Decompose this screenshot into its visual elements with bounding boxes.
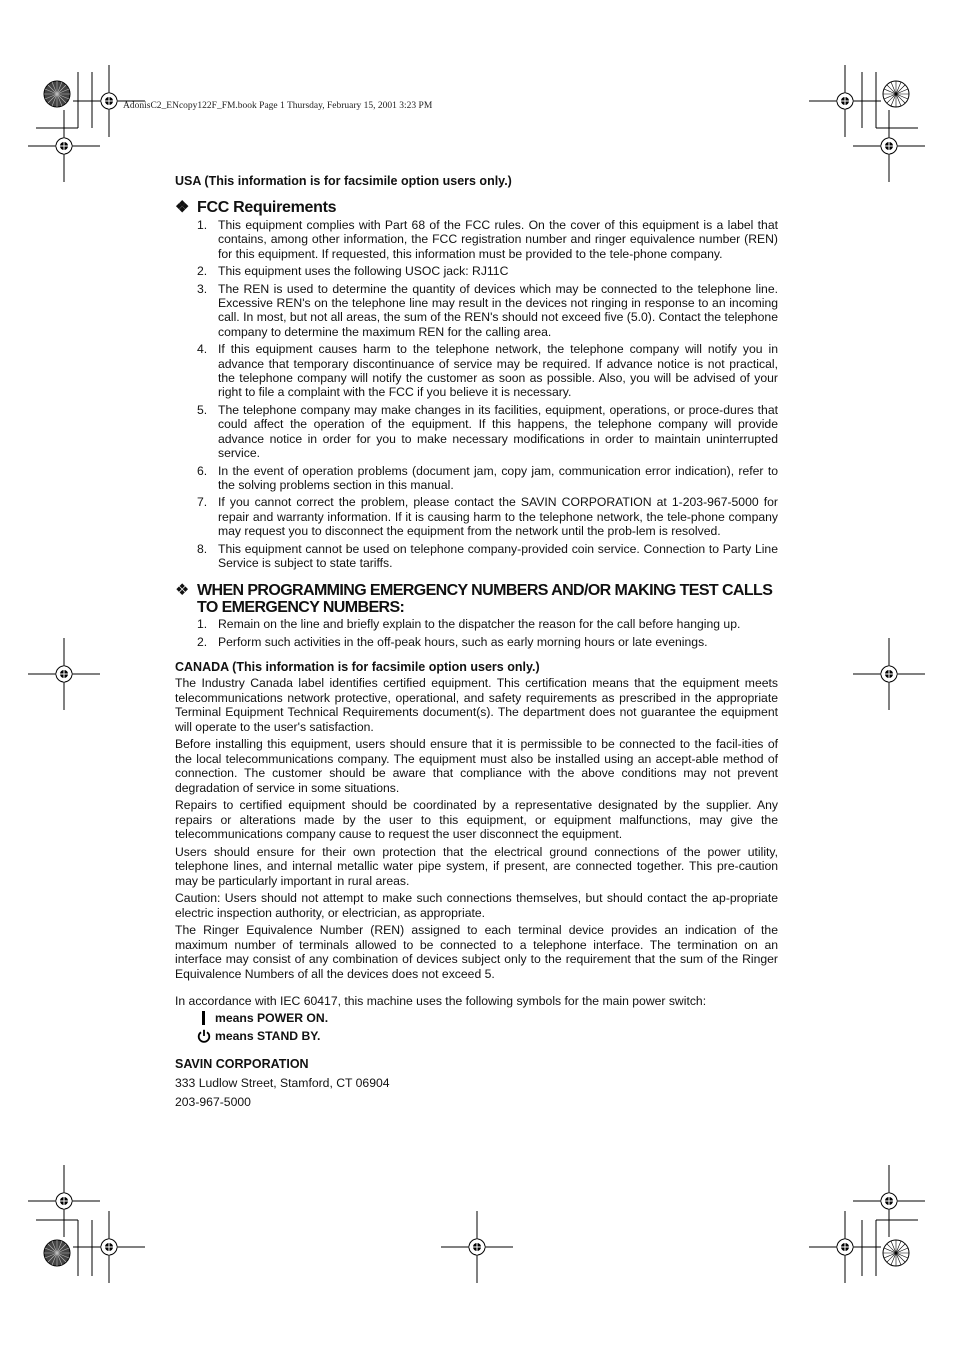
list-item <box>175 282 778 340</box>
item-number: 5. <box>197 402 208 417</box>
usa-heading: USA (This information is for facsimile option users only.) <box>175 174 512 188</box>
iec-statement: In accordance with IEC 60417, this machine uses the following symbols for the main power switch: <box>175 994 707 1009</box>
item-number: 1. <box>197 218 208 232</box>
diamond-bullet-icon: ❖ <box>175 582 189 600</box>
fcc-list <box>175 218 778 570</box>
item-number: 4. <box>197 342 208 357</box>
document-body <box>175 172 778 1111</box>
item-number: 7. <box>197 495 208 510</box>
power-on-bar-icon <box>197 1011 211 1025</box>
file-header-line: AdonisC2_ENcopy122F_FM.book Page 1 Thursday, February 15, 2001 3:23 PM <box>123 101 433 111</box>
item-number: 2. <box>197 264 208 279</box>
list-item <box>175 495 778 538</box>
emergency-heading <box>175 582 778 616</box>
canada-paragraph: Users should ensure for their own protection that the electrical ground connections of the power utility, telephone lines, and internal metallic water pipe system, if present, are connected together. This pre-caution may be particularly important in rural areas. <box>175 844 778 888</box>
item-number: 3. <box>197 281 208 296</box>
list-item <box>175 264 778 278</box>
item-number: 6. <box>197 463 208 478</box>
standby-power-icon <box>197 1029 211 1043</box>
company-name: SAVIN CORPORATION <box>175 1056 309 1071</box>
item-number: 8. <box>197 541 208 556</box>
canada-paragraph: The Industry Canada label identifies certified equipment. This certification means that the equipment meets telecommunications network protective, operational, and safety requirements as prescribed in the appropriate Terminal Equipment Technical Requirements document(s). The department does not guarantee the equipment will operate to the user's satisfaction. <box>175 676 778 734</box>
fcc-title: FCC Requirements <box>197 199 337 216</box>
company-address: 333 Ludlow Street, Stamford, CT 06904 <box>175 1075 390 1090</box>
list-item <box>175 342 778 400</box>
item-text: The telephone company may make changes in its facilities, equipment, operations, or proce-dures that could affect the operation of the equipment. If this happens, the telephone company will provide advance notice in order for you to make necessary modifications in order to maintain uninterrupted service. <box>218 402 778 461</box>
item-text: The REN is used to determine the quantity of devices which may be connected to the telephone line. Excessive REN's on the telephone line may result in the devices not ringing in response to an incoming call. In most, but not all areas, the sum of the REN's should not exceed five (5.0). Contact the telephone company to determine the maximum REN for the calling area. <box>218 281 778 339</box>
item-text: This equipment uses the following USOC jack: RJ11C <box>218 264 509 279</box>
item-number: 1. <box>197 617 208 632</box>
standby-symbol-row <box>197 1027 778 1045</box>
list-item <box>175 617 778 631</box>
canada-paragraph: Repairs to certified equipment should be coordinated by a representative designated by the supplier. Any repairs or alterations made by the user to this equipment, or equipment malfunctions, may give the telecommunications company cause to request the user disconnect the equipment. <box>175 798 778 842</box>
list-item <box>175 635 778 649</box>
company-phone: 203-967-5000 <box>175 1094 251 1109</box>
list-item <box>175 464 778 493</box>
canada-paragraph: Caution: Users should not attempt to make such connections themselves, but should contact the ap-propriate electric inspection authority, or electrician, as appropriate. <box>175 891 778 920</box>
emergency-list <box>175 617 778 649</box>
item-text: This equipment cannot be used on telephone company-provided coin service. Connection to Party Line Service is subject to state tariffs. <box>218 541 778 570</box>
item-text: Remain on the line and briefly explain to the dispatcher the reason for the call before hanging up. <box>218 617 741 632</box>
list-item <box>175 218 778 261</box>
item-text: Perform such activities in the off-peak hours, such as early morning hours or late evenings. <box>218 634 708 649</box>
list-item <box>175 542 778 571</box>
power-on-symbol-row <box>197 1009 778 1027</box>
standby-label: means STAND BY. <box>215 1028 321 1043</box>
fcc-heading <box>175 198 778 217</box>
item-text: If you cannot correct the problem, please contact the SAVIN CORPORATION at 1-203-967-5000 for repair and warranty information. If it is causing harm to the telephone network, the tele-phone company may request you to disconnect the equipment from the network until the prob-lem is resolved. <box>218 495 778 539</box>
item-text: If this equipment causes harm to the telephone network, the telephone company will notify you in advance that temporary discontinuance of service may be required. If advance notice is not practical, the telephone company will notify the customer as soon as possible. Also, you will be advised of your right to file a complaint with the FCC if you believe it is necessary. <box>218 342 778 400</box>
list-item <box>175 403 778 461</box>
canada-paragraph: The Ringer Equivalence Number (REN) assigned to each terminal device provides an indication of the maximum number of terminals allowed to be connected to a telephone interface. The termination on an interface may consist of any combination of devices subject only to the requirement that the sum of the Ringer Equivalence Numbers of all the devices does not exceed 5. <box>175 923 778 981</box>
canada-paragraph: Before installing this equipment, users should ensure that it is permissible to be connected to the facil-ities of the local telecommunications company. The equipment must also be installed using an accept-able method of connection. The customer should be aware that compliance with the above conditions may not prevent degradation of service in some situations. <box>175 737 778 795</box>
power-on-label: means POWER ON. <box>215 1010 329 1025</box>
item-text: In the event of operation problems (document jam, copy jam, communication error indication), refer to the solving problems section in this manual. <box>218 463 778 492</box>
canada-heading: CANADA (This information is for facsimile option users only.) <box>175 660 540 675</box>
item-number: 2. <box>197 634 208 649</box>
item-text: This equipment complies with Part 68 of the FCC rules. On the cover of this equipment is a label that contains, among other information, the FCC registration number and ringer equivalence number (REN) for this equipment. If requested, this information must be provided to the tele-phone company. <box>218 218 778 261</box>
emergency-title: WHEN PROGRAMMING EMERGENCY NUMBERS AND/OR MAKING TEST CALLS TO EMERGENCY NUMBERS: <box>197 582 773 617</box>
diamond-bullet-icon: ❖ <box>175 199 190 216</box>
